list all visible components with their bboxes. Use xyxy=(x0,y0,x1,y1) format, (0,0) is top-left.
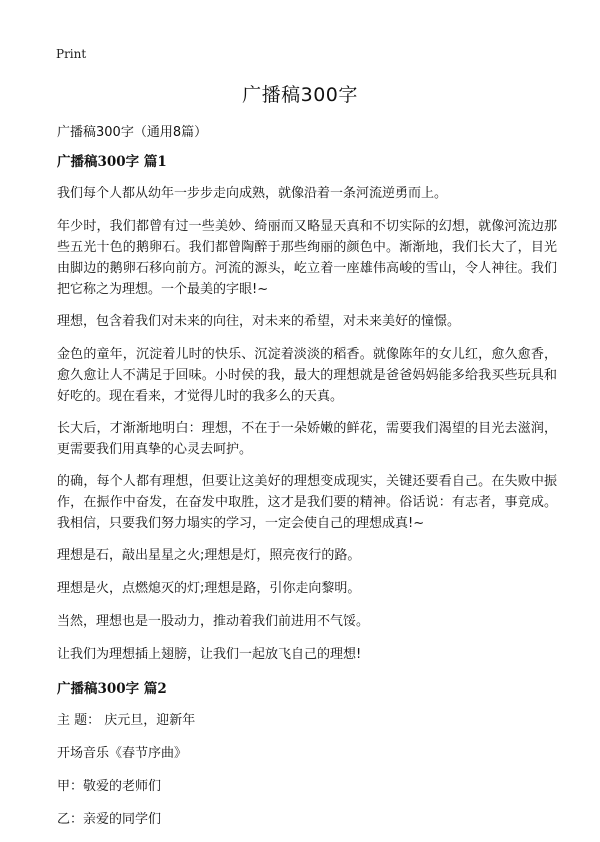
section-heading: 广播稿300字 篇2 xyxy=(57,681,167,697)
paragraph: 理想是石，敲出星星之火;理想是灯，照亮夜行的路。 xyxy=(57,548,361,563)
print-link[interactable]: Print xyxy=(56,47,87,61)
paragraph: 开场音乐《春节序曲》 xyxy=(57,746,188,761)
paragraph: 乙：亲爱的同学们 xyxy=(57,812,162,827)
paragraph: 理想，包含着我们对未来的向往，对未来的希望，对未来美好的憧憬。 xyxy=(57,314,461,329)
page-title: 广播稿300字 xyxy=(242,84,358,106)
paragraph: 甲：敬爱的老师们 xyxy=(57,779,162,794)
paragraph: 的确，每个人都有理想，但要让这美好的理想变成现实，关键还要看自己。在失败中振作，在振作中奋发，在奋发中取胜，这才是我们要的精神。俗话说：有志者，事竟成。我相信，只要我们努力塌实的学习，一定会使自己的理想成真!~ xyxy=(57,474,557,531)
paragraph: 让我们为理想插上翅膀，让我们一起放飞自己的理想! xyxy=(57,647,362,662)
section-2 xyxy=(57,677,557,830)
paragraph: 金色的童年，沉淀着儿时的快乐、沉淀着淡淡的稻香。就像陈年的女儿红，愈久愈香，愈久愈让人不满足于回味。小时侯的我，最大的理想就是爸爸妈妈能多给我买些玩具和好吃的。现在看来，才觉得儿时的我多么的天真。 xyxy=(57,347,557,404)
paragraph: 当然，理想也是一股动力，推动着我们前进用不气馁。 xyxy=(57,614,370,629)
paragraph: 主 题： 庆元旦，迎新年 xyxy=(57,713,196,728)
paragraph: 理想是火，点燃熄灭的灯;理想是路，引你走向黎明。 xyxy=(57,581,361,596)
paragraph: 长大后，才渐渐地明白：理想，不在于一朵娇嫩的鲜花，需要我们渴望的目光去滋润，更需要我们用真挚的心灵去呵护。 xyxy=(57,421,557,457)
paragraph: 年少时，我们都曾有过一些美妙、绮丽而又略显天真和不切实际的幻想，就像河流边那些五光十色的鹅卵石。我们都曾陶醉于那些绚丽的颜色中。渐渐地，我们长大了，目光由脚边的鹅卵石移向前方。河流的源头，屹立着一座雄伟高峻的雪山，令人神往。我们把它称之为理想。一个最美的字眼!~ xyxy=(57,219,557,297)
document-body xyxy=(57,150,557,842)
section-1 xyxy=(57,150,557,665)
section-heading: 广播稿300字 篇1 xyxy=(57,154,167,170)
document-subtitle: 广播稿300字（通用8篇） xyxy=(57,125,208,140)
paragraph: 我们每个人都从幼年一步步走向成熟，就像沿着一条河流逆勇而上。 xyxy=(57,186,448,201)
